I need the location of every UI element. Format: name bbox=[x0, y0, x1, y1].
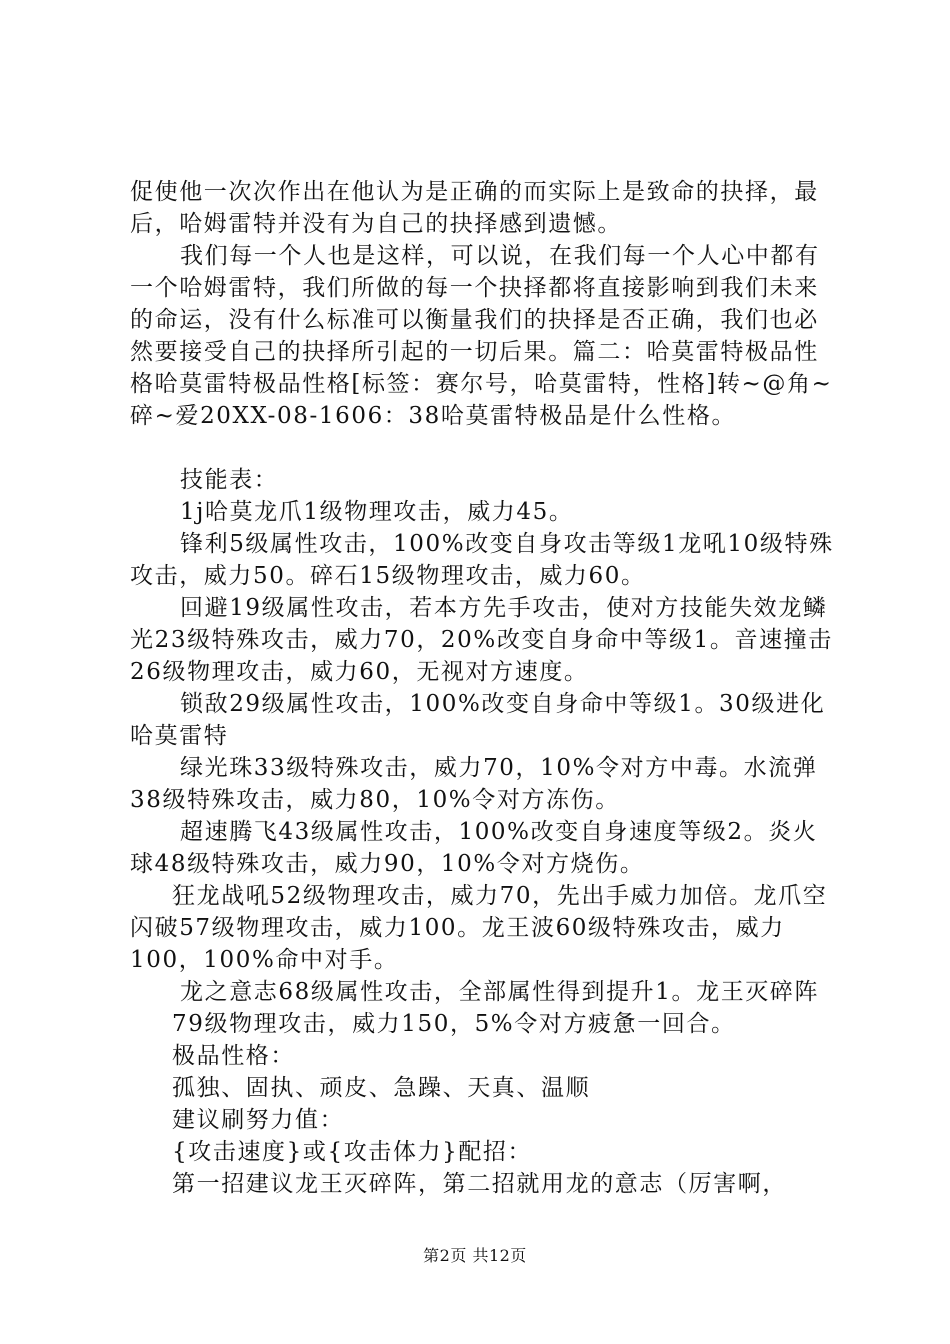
effort-heading: 建议刷努力值： bbox=[172, 1107, 345, 1133]
effort-values: {攻击速度}或{攻击体力}配招： bbox=[172, 1139, 533, 1165]
skill-line-7: 狂龙战吼52级物理攻击，威力70，先出手威力加倍。龙爪空闪破57级物理攻击，威力100。龙王波60级特殊攻击，威力100，100%命中对手。 bbox=[130, 883, 828, 973]
skill-line-6: 超速腾飞43级属性攻击，100%改变自身速度等级2。炎火球48级特殊攻击，威力90，10%令对方烧伤。 bbox=[130, 819, 818, 877]
skill-line-9: 79级物理攻击，威力150，5%令对方疲惫一回合。 bbox=[172, 1011, 736, 1037]
paragraph-hamlet-choice: 我们每一个人也是这样，可以说，在我们每一个人心中都有一个哈姆雷特，我们所做的每一个抉择都将直接影响到我们未来的命运，没有什么标准可以衡量我们的抉择是否正确，我们也必然要接受自己的抉择所引起的一切后果。篇二：哈莫雷特极品性格哈莫雷特极品性格[标签：赛尔号，哈莫雷特，性格]转~@角~碎~爱20XX-08-1606：38哈莫雷特极品是什么性格。 bbox=[130, 243, 833, 429]
skill-line-5: 绿光珠33级特殊攻击，威力70，10%令对方中毒。水流弹38级特殊攻击，威力80，10%令对方冻伤。 bbox=[130, 755, 818, 813]
move-advice: 第一招建议龙王灭碎阵，第二招就用龙的意志（厉害啊， bbox=[172, 1171, 787, 1197]
nature-list: 孤独、固执、顽皮、急躁、天真、温顺 bbox=[172, 1075, 591, 1101]
document-body bbox=[130, 176, 842, 1200]
skill-line-2: 锋利5级属性攻击，100%改变自身攻击等级1龙吼10级特殊攻击，威力50。碎石15级物理攻击，威力60。 bbox=[130, 531, 834, 589]
page-number-footer: 第2页 共12页 bbox=[423, 1246, 527, 1265]
skill-line-8: 龙之意志68级属性攻击，全部属性得到提升1。龙王灭碎阵 bbox=[180, 979, 820, 1005]
paragraph-continuation: 促使他一次次作出在他认为是正确的而实际上是致命的抉择，最后，哈姆雷特并没有为自己的抉择感到遗憾。 bbox=[130, 179, 819, 237]
skill-line-4: 锁敌29级属性攻击，100%改变自身命中等级1。30级进化哈莫雷特 bbox=[130, 691, 826, 749]
paragraph-gap bbox=[130, 432, 842, 464]
skill-table-heading: 技能表： bbox=[180, 467, 279, 493]
skill-line-1: 1j哈莫龙爪1级物理攻击，威力45。 bbox=[180, 499, 574, 525]
nature-heading: 极品性格： bbox=[172, 1043, 295, 1069]
skill-line-3: 回避19级属性攻击，若本方先手攻击，使对方技能失效龙鳞光23级特殊攻击，威力70，20%改变自身命中等级1。音速撞击26级物理攻击，威力60，无视对方速度。 bbox=[130, 595, 833, 685]
